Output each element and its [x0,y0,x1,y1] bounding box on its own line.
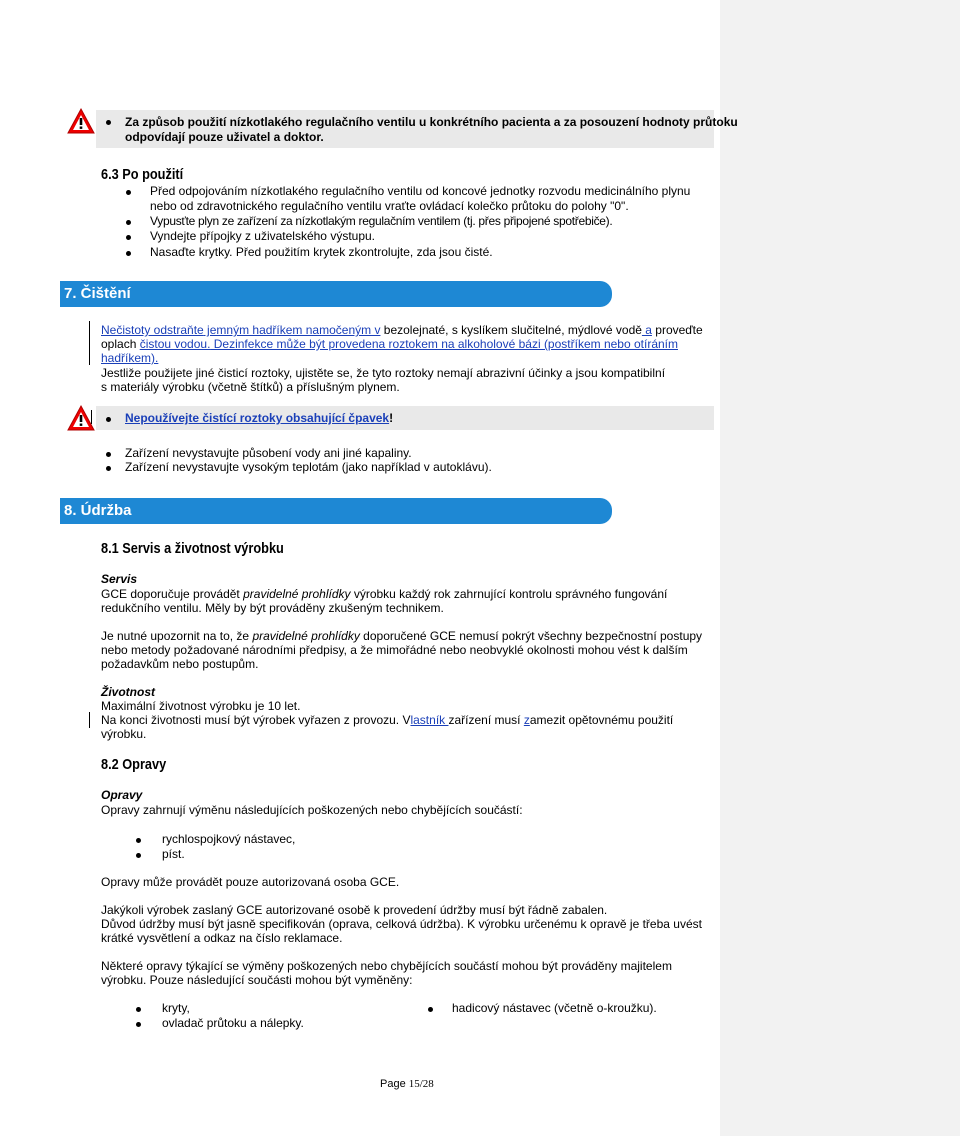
list-item: hadicový nástavec (včetně o-kroužku). [452,1001,657,1015]
bullet-dot [126,235,131,240]
ammonia-warning [125,411,393,425]
bullet-dot [136,853,141,858]
servis-line-2: redukčního ventilu. Měly by být prováděny zkušeným technikem. [101,601,444,615]
list-item: píst. [162,847,185,861]
bullet-dot [106,466,111,471]
cleaning-line-4: Jestliže použijete jiné čisticí roztoky, ujistěte se, že tyto roztoky nemají abrazivní účinky a jsou kompatibilní [101,366,666,380]
bullet-dot [136,1007,141,1012]
note-line-3: požadavkům nebo postupům. [101,657,259,671]
opravy-user-2: výrobku. Pouze následující součásti mohou být vyměněny: [101,973,413,987]
bullet-dot [136,1022,141,1027]
page-number: 15/28 [408,1078,434,1090]
opravy-send-2: Důvod údržby musí být jasně specifikován (oprava, celková údržba). K výrobku určenému k opravě je třeba uvést [101,917,702,931]
servis-line-1 [101,587,667,601]
text: bezolejnaté, s kyslíkem slučitelné, mýdlové vodě [380,323,642,337]
change-bar [89,712,90,728]
cleaning-line-2 [101,337,678,351]
opravy-label: Opravy [101,788,143,802]
zivotnost-line-2 [101,713,673,727]
opravy-user-1: Některé opravy týkající se výměny poškozených nebo chybějících součástí mohou být prováděny majitelem [101,959,672,973]
text: GCE doporučuje provádět [101,587,244,601]
section-7-header [60,281,612,307]
text: oplach [101,337,140,351]
list-item: rychlospojkový nástavec, [162,832,296,846]
warning-triangle-icon [66,107,96,135]
tracked-change: Dezinfekce může být provedena roztokem na alkoholové bázi (postříkem nebo otíráním [210,337,678,351]
page-footer [380,1077,434,1091]
list-item: Zařízení nevystavujte vysokým teplotám (jako například v autoklávu). [125,460,492,474]
list-item: Zařízení nevystavujte působení vody ani jiné kapaliny. [125,446,412,460]
note-line-2: nebo metody požadované národními předpisy, a že mimořádné nebo neobvyklé okolnosti mohou vést k dalším [101,643,688,657]
bullet-dot [136,838,141,843]
list-item: kryty, [162,1001,190,1015]
text: výrobku každý rok zahrnující kontrolu správného fungování [350,587,668,601]
section-8-2-title: 8.2 Opravy [101,756,167,773]
bullet-dot [106,452,111,457]
list-item: Vypusťte plyn ze zařízení za nízkotlakým regulačním ventilem (tj. přes připojené spotřebiče). [150,214,613,228]
text: Je nutné upozornit na to, že [101,629,253,643]
section-8-1-title: 8.1 Servis a životnost výrobku [101,540,284,557]
tracked-change: Nepoužívejte čistící roztoky obsahující čpavek [125,411,390,425]
tracked-change: jemným hadříkem namočeným v [203,323,381,337]
opravy-send-3: krátké vysvětlení a odkaz na číslo reklamace. [101,931,343,945]
text: pravidelné prohlídky [252,629,360,643]
text: zařízení musí [448,713,524,727]
zivotnost-line-3: výrobku. [101,727,147,741]
section-8-header [60,498,612,524]
list-item: ovladač průtoku a nálepky. [162,1016,304,1030]
section-6-3-title: 6.3 Po použití [101,166,184,183]
bullet-dot [126,190,131,195]
text: doporučené GCE nemusí pokrýt všechny bezpečnostní postupy [359,629,703,643]
opravy-line-1: Opravy zahrnují výměnu následujících poškozených nebo chybějících součástí: [101,803,523,817]
tracked-change: lastník [410,713,449,727]
bullet-dot [428,1007,433,1012]
page-label: Page [380,1078,409,1090]
text: proveďte [651,323,703,337]
comment-margin-panel [720,0,960,1136]
list-item: Nasaďte krytky. Před použitím krytek zkontrolujte, zda jsou čisté. [150,245,493,259]
opravy-auth: Opravy může provádět pouze autorizovaná osoba GCE. [101,875,400,889]
bullet-dot [126,251,131,256]
list-item: Vyndejte přípojky z uživatelského výstupu. [150,229,376,243]
section-8-title: 8. Údržba [64,502,132,519]
warning-line-1: Za způsob použití nízkotlakého regulačního ventilu u konkrétního pacienta a za posouzení hodnoty průtoku [125,115,738,129]
text: pravidelné prohlídky [243,587,351,601]
change-bar [91,410,92,424]
tracked-change: a [641,323,652,337]
tracked-change: Nečistoty odstraňte [101,323,204,337]
zivotnost-label: Životnost [101,685,155,699]
list-item-cont: nebo od zdravotnického regulačního ventilu vraťte ovládací kolečko průtoku do polohy "0". [150,199,629,213]
text: Na konci životnosti musí být výrobek vyřazen z provozu. V [101,713,411,727]
list-item: Před odpojováním nízkotlakého regulačního ventilu od koncové jednotky rozvodu medicinálního plynu [150,184,691,198]
zivotnost-line-1: Maximální životnost výrobku je 10 let. [101,699,301,713]
bullet-dot [126,220,131,225]
cleaning-line-5: s materiály výrobku (včetně štítků) a příslušným plynem. [101,380,400,394]
note-line-1 [101,629,702,643]
change-bar [89,321,90,365]
warning-line-2: odpovídají pouze uživatel a doktor. [125,130,324,144]
tracked-change: čistou vodou. [139,337,211,351]
cleaning-line-1 [101,323,703,337]
opravy-send-1: Jakýkoli výrobek zaslaný GCE autorizované osobě k provedení údržby musí být řádně zabalen. [101,903,608,917]
section-7-title: 7. Čištění [64,285,131,302]
bullet-dot [106,417,111,422]
servis-label: Servis [101,572,138,586]
tracked-change: z [523,713,530,727]
text: amezit opětovnému použití [529,713,674,727]
text: ! [389,411,394,425]
cleaning-line-3: hadříkem). [101,351,159,365]
bullet-dot [106,120,111,125]
